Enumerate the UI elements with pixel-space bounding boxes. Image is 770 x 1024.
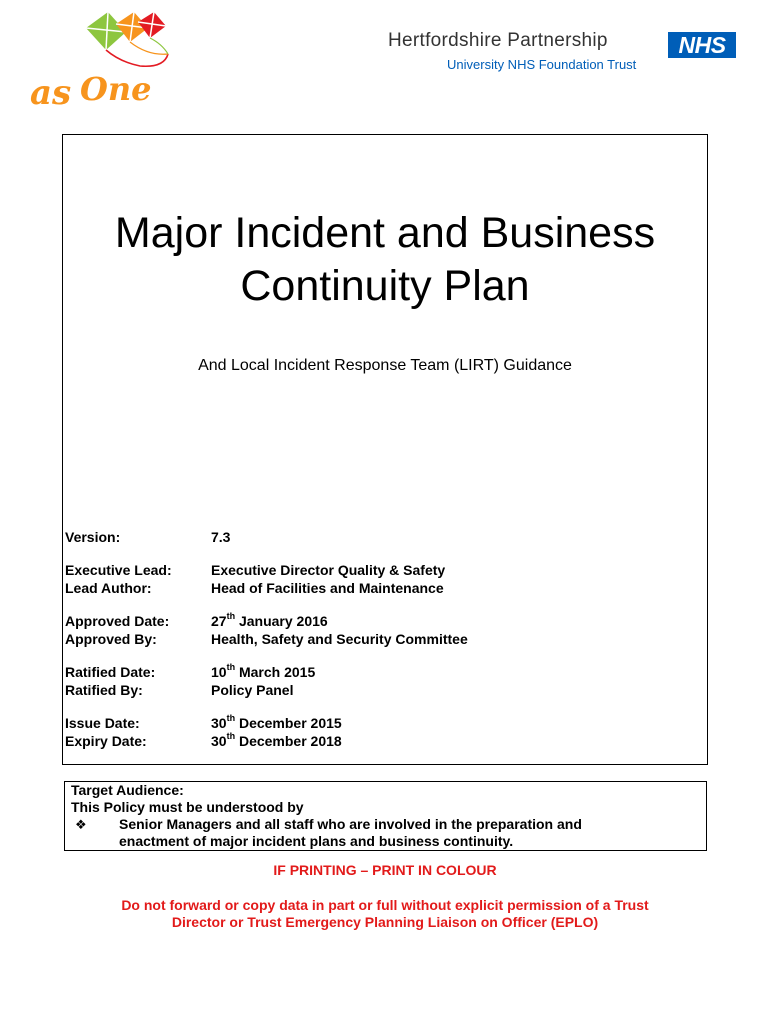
ratified-by-value: Policy Panel bbox=[211, 682, 294, 698]
executive-lead-label: Executive Lead: bbox=[65, 562, 172, 578]
target-audience-box bbox=[64, 781, 707, 851]
lead-author-label: Lead Author: bbox=[65, 580, 152, 596]
approved-by-label: Approved By: bbox=[65, 631, 157, 647]
svg-text:as: as bbox=[30, 73, 72, 113]
ratified-date-value: 10th March 2015 bbox=[211, 662, 316, 680]
audience-bullet-line-1: Senior Managers and all staff who are involved in the preparation and bbox=[119, 816, 582, 832]
ratified-date-label: Ratified Date: bbox=[65, 664, 156, 680]
audience-bullet bbox=[71, 816, 700, 833]
lead-author-row bbox=[63, 579, 707, 597]
version-value: 7.3 bbox=[211, 529, 231, 545]
approved-date-row bbox=[63, 612, 707, 630]
nhs-badge: NHS bbox=[668, 32, 736, 58]
title-line-1: Major Incident and Business bbox=[114, 209, 656, 257]
kite-icon bbox=[28, 10, 188, 115]
diamond-bullet-icon: ❖ bbox=[75, 817, 87, 832]
forward-notice-line-1: Do not forward or copy data in part or full without explicit permission of a Trust bbox=[121, 897, 649, 913]
approved-by-row bbox=[63, 630, 707, 648]
approved-by-value: Health, Safety and Security Committee bbox=[211, 631, 468, 647]
approved-date-label: Approved Date: bbox=[65, 613, 170, 629]
audience-bullet-continuation bbox=[71, 833, 700, 850]
audience-bullet-line-2: enactment of major incident plans and business continuity. bbox=[119, 833, 514, 849]
forward-notice-line-2: Director or Trust Emergency Planning Liaison on Officer (EPLO) bbox=[171, 914, 599, 930]
executive-lead-row bbox=[63, 561, 707, 579]
issue-date-label: Issue Date: bbox=[65, 715, 140, 731]
lead-author-value: Head of Facilities and Maintenance bbox=[211, 580, 444, 596]
target-audience-intro: This Policy must be understood by bbox=[71, 799, 304, 815]
cover-box bbox=[62, 134, 708, 765]
expiry-date-row bbox=[63, 732, 707, 750]
issue-date-value: 30th December 2015 bbox=[211, 713, 342, 731]
expiry-date-label: Expiry Date: bbox=[65, 733, 147, 749]
trust-subname: University NHS Foundation Trust bbox=[447, 57, 637, 72]
approved-date-value: 27th January 2016 bbox=[211, 611, 328, 629]
version-label: Version: bbox=[65, 529, 121, 545]
target-audience-heading: Target Audience: bbox=[71, 782, 184, 798]
ratified-by-label: Ratified By: bbox=[65, 682, 143, 698]
print-colour-notice: IF PRINTING – PRINT IN COLOUR bbox=[273, 862, 497, 878]
issue-date-row bbox=[63, 714, 707, 732]
expiry-date-value: 30th December 2018 bbox=[211, 731, 342, 749]
document-subtitle: And Local Incident Response Team (LIRT) Guidance bbox=[198, 357, 572, 374]
trust-name: Hertfordshire Partnership bbox=[388, 30, 608, 51]
ratified-date-row bbox=[63, 663, 707, 681]
version-row bbox=[63, 528, 707, 546]
svg-text:One: One bbox=[80, 70, 152, 108]
title-line-2: Continuity Plan bbox=[240, 262, 530, 310]
ratified-by-row bbox=[63, 681, 707, 699]
document-metadata bbox=[63, 528, 707, 765]
as-one-logo bbox=[28, 10, 188, 115]
executive-lead-value: Executive Director Quality & Safety bbox=[211, 562, 446, 578]
document-title bbox=[63, 207, 707, 313]
trust-logo bbox=[388, 30, 740, 80]
